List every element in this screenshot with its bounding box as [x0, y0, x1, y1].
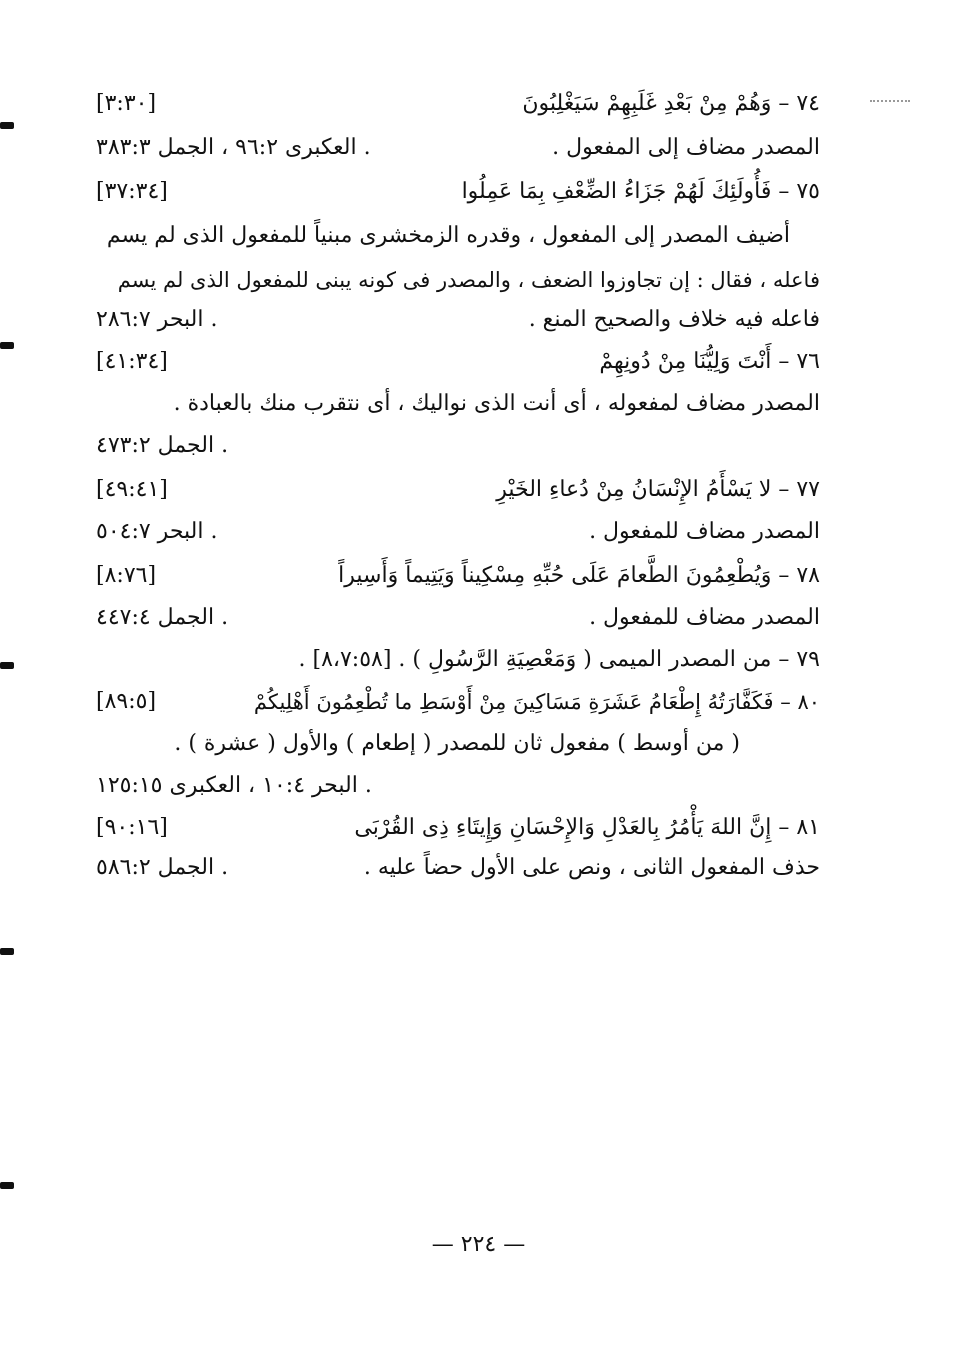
line-text: ٨١ – إِنَّ اللهَ يَأْمُرُ بِالعَدْلِ وَالإِحْسَانِ وَإِيتَاءِ ذِى القُرْبَى	[354, 815, 820, 840]
line-text: ٧٩ – من المصدر الميمى ( وَمَعْصِيَةِ الرَّسُولِ ) . [٨،٧:٥٨] .	[298, 647, 820, 672]
source-ref: البحر ٥٠٤:٧ .	[96, 519, 218, 544]
source-ref: البحر ١٠:٤ ، العكبرى ١٢٥:١٥ .	[96, 773, 372, 798]
comment-80-line-1	[96, 724, 820, 764]
line-text: أضيف المصدر إلى المفعول ، وقدره الزمخشرى مبنياً للمفعول الذى لم يسم	[106, 223, 790, 248]
comment-75-line-3	[96, 300, 820, 340]
line-text: المصدر مضاف لمفعوله ، أى أنت الذى نواليك ، أى نتقرب منك بالعبادة .	[173, 391, 820, 416]
comment-77	[96, 512, 820, 552]
page-number: — ٢٢٤ —	[431, 1232, 526, 1257]
line-text: ٧٤ – وَهُمْ مِنْ بَعْدِ غَلَبِهِمْ سَيَغْلِبُونَ	[522, 91, 820, 116]
verse-74	[96, 84, 820, 124]
verse-ref: [٤١:٣٤]	[96, 349, 168, 374]
verse-81	[96, 808, 820, 848]
comment-78	[96, 598, 820, 638]
stray-dots	[870, 100, 910, 104]
scan-edge-mark	[0, 1182, 14, 1189]
line-text: ٧٥ – فَأُولَئِكَ لَهُمْ جَزَاءُ الضِّعْفِ بِمَا عَمِلُوا	[461, 179, 820, 204]
line-text: ٨٠ – فَكَفَّارَتُهُ إِطْعَامُ عَشَرَةِ مَسَاكِينَ مِنْ أَوْسَطِ ما تُطْعِمُونَ أَهْلِيكُمْ	[253, 690, 820, 714]
verse-ref: [٣٧:٣٤]	[96, 179, 168, 204]
source-ref: الجمل ٤٧٣:٢ .	[96, 433, 229, 458]
line-text: المصدر مضاف للمفعول .	[589, 519, 820, 544]
source-ref: الجمل ٤٤٧:٤ .	[96, 605, 229, 630]
line-text: ٧٨ – وَيُطْعِمُونَ الطَّعامَ عَلَى حُبِّهِ مِسْكِيناً وَيَتِيماً وَأَسِيراً	[338, 563, 820, 588]
comment-76-line-2	[96, 426, 820, 466]
verse-79	[96, 640, 820, 680]
comment-80-line-2	[96, 766, 820, 806]
scan-edge-mark	[0, 342, 14, 349]
source-ref: البحر ٢٨٦:٧ .	[96, 307, 218, 332]
verse-ref: [٨:٧٦]	[96, 563, 157, 588]
comment-76-line-1	[96, 384, 820, 424]
line-text: حذف المفعول الثانى ، ونص على الأول حضاً عليه .	[363, 855, 820, 880]
source-ref: الجمل ٥٨٦:٢ .	[96, 855, 229, 880]
line-text: فاعله ، فقال : إن تجاوزوا الضعف ، والمصدر فى كونه يبنى للمفعول الذى لم يسم	[117, 268, 820, 292]
scan-edge-mark	[0, 948, 14, 955]
verse-75	[96, 172, 820, 212]
verse-78	[96, 556, 820, 596]
scan-edge-mark	[0, 122, 14, 129]
verse-ref: [٩٠:١٦]	[96, 815, 168, 840]
line-text: ( من أوسط ) مفعول ثان للمصدر ( إطعام ) والأول ( عشرة ) .	[174, 731, 740, 756]
source-ref: العكبرى ٩٦:٢ ، الجمل ٣٨٣:٣ .	[96, 135, 371, 160]
comment-74	[96, 128, 820, 168]
comment-81	[96, 848, 820, 888]
verse-76	[96, 342, 820, 382]
line-text: ٧٧ – لا يَسْأَمُ الإِنْسَانُ مِنْ دُعاءِ الخَيْرِ	[496, 477, 820, 502]
verse-ref: [٤٩:٤١]	[96, 477, 168, 502]
verse-77	[96, 470, 820, 510]
comment-75-line-1	[96, 216, 820, 256]
verse-80	[96, 682, 820, 722]
verse-ref: [٣:٣٠]	[96, 91, 157, 116]
scan-edge-mark	[0, 662, 14, 669]
comment-75-line-2	[96, 260, 820, 300]
line-text: المصدر مضاف إلى المفعول .	[552, 135, 820, 160]
line-text: فاعله فيه خلاف والصحيح المنع .	[528, 307, 820, 332]
verse-ref: [٨٩:٥]	[96, 689, 157, 714]
line-text: ٧٦ – أَنْتَ وَلِيُّنَا مِنْ دُونِهِمْ	[599, 349, 820, 374]
line-text: المصدر مضاف للمفعول .	[589, 605, 820, 630]
